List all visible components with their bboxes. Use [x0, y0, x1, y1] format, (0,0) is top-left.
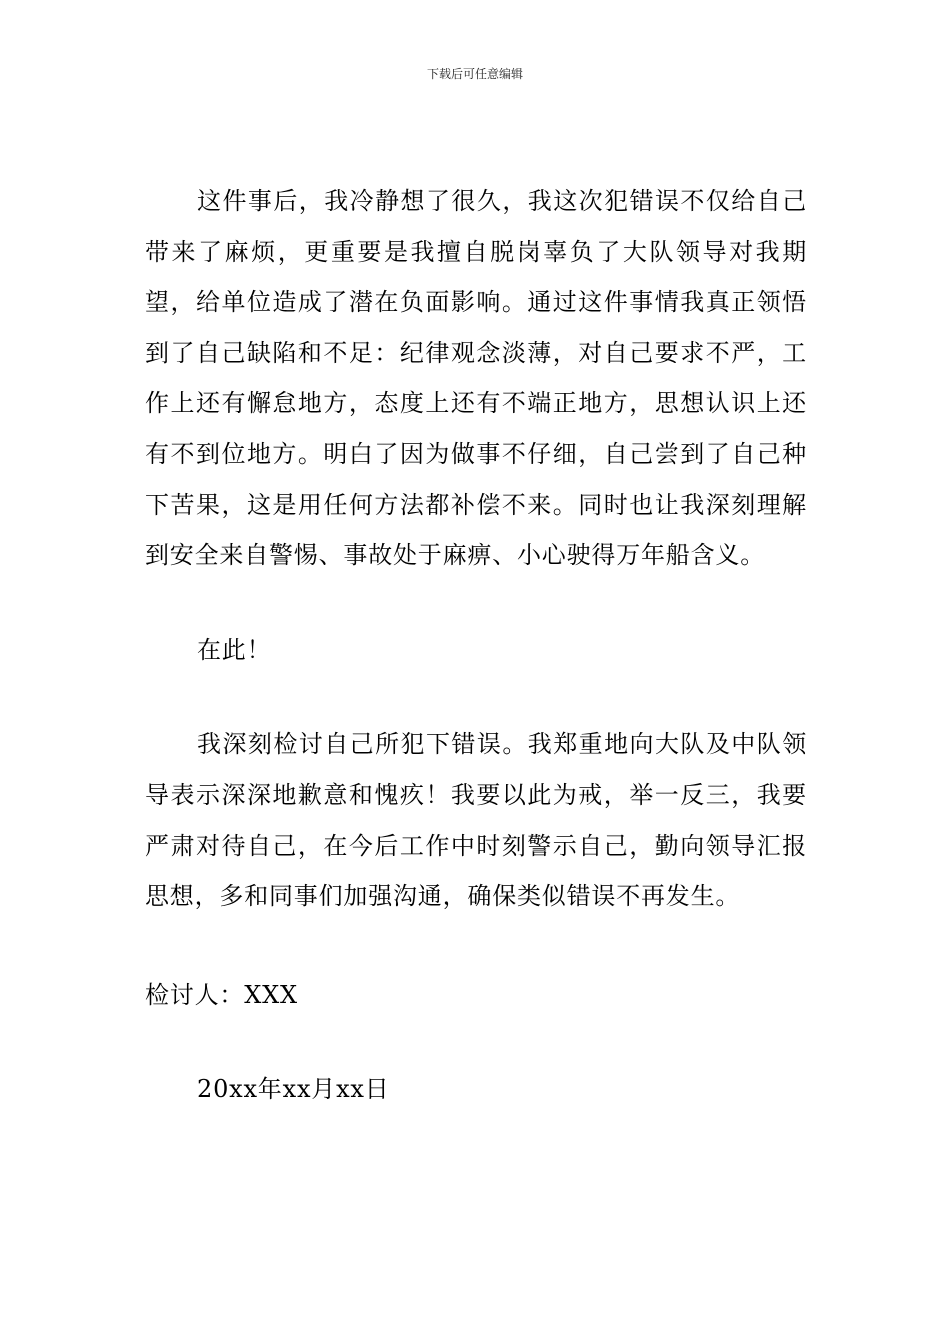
- paragraph-statement: 在此！: [197, 635, 272, 664]
- paragraph-apology: 我深刻检讨自己所犯下错误。我郑重地向大队及中队领导表示深深地歉意和愧疚！我要以此为戒，举一反三，我要严肃对待自己，在今后工作中时刻警示自己，勤向领导汇报思想，多和同事们加强沟通，确保类似错误不再发生。: [145, 730, 807, 911]
- paragraph-reflection: 这件事后，我冷静想了很久，我这次犯错误不仅给自己带来了麻烦，更重要是我擅自脱岗辜负了大队领导对我期望，给单位造成了潜在负面影响。通过这件事情我真正领悟到了自己缺陷和不足：纪律观念淡薄，对自己要求不严，工作上还有懈怠地方，态度上还有不端正地方，思想认识上还有不到位地方。明白了因为做事不仔细，自己尝到了自己种下苦果，这是用任何方法都补偿不来。同时也让我深刻理解到安全来自警惕、事故处于麻痹、小心驶得万年船含义。: [145, 187, 807, 570]
- date-line: 20xx年xx月xx日: [197, 1075, 390, 1104]
- signature-line: 检讨人：XXX: [145, 980, 298, 1009]
- document-body: [145, 176, 807, 1115]
- page-header-note: 下载后可任意编辑: [426, 67, 523, 81]
